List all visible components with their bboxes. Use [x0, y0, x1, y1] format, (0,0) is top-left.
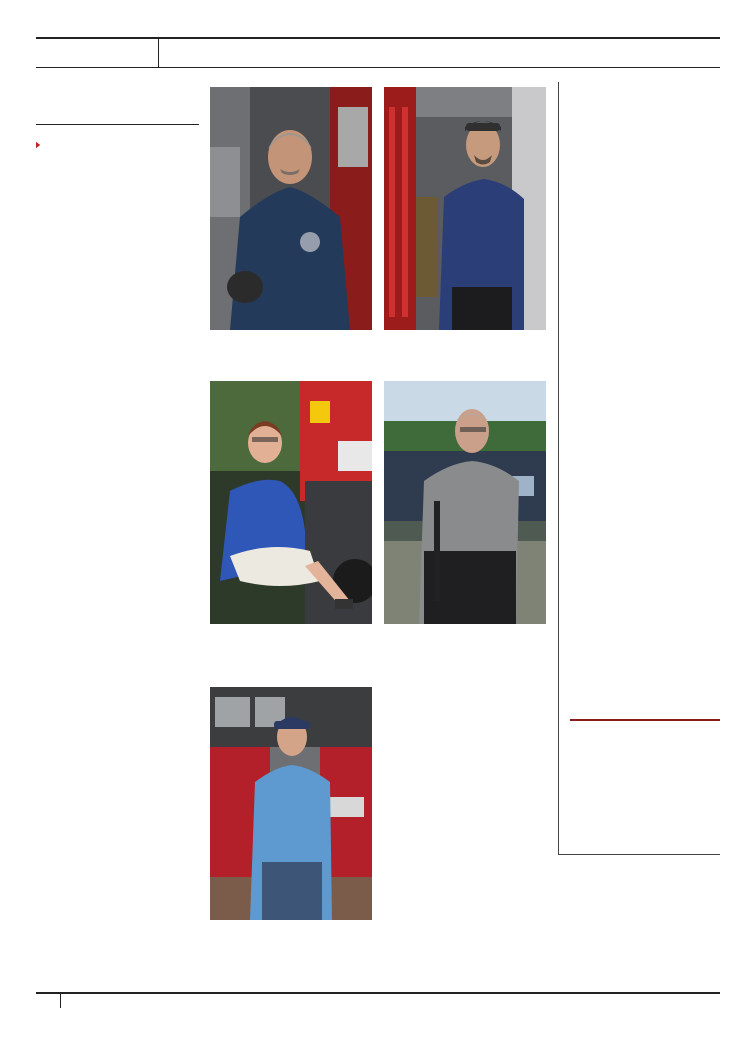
- photo-jb-carter: [384, 381, 546, 624]
- photo-ann-spieker-image: [210, 381, 372, 624]
- photo-ann-spieker: [210, 381, 372, 624]
- sidebar-divider: [558, 82, 559, 854]
- footer-divider: [60, 994, 61, 1008]
- photo-jb-carter-image: [384, 381, 546, 624]
- header-divider: [158, 39, 159, 67]
- sidebar-list: [570, 104, 722, 110]
- footer-rule: [36, 992, 720, 994]
- article-column-1: [36, 131, 199, 141]
- pullquote-rule: [570, 719, 720, 721]
- header-rule: [36, 37, 720, 39]
- photo-todd-brown-image: [210, 87, 372, 330]
- sidebar-bottom-rule: [558, 854, 720, 855]
- photo-todd-brown: [210, 87, 372, 330]
- photo-mike-scherer-image: [384, 87, 546, 330]
- photo-bobby-smoot: [210, 687, 372, 920]
- photo-bobby-smoot-image: [210, 687, 372, 920]
- photo-mike-scherer: [384, 87, 546, 330]
- header-rule-bottom: [36, 67, 720, 68]
- headline-rule: [36, 124, 199, 125]
